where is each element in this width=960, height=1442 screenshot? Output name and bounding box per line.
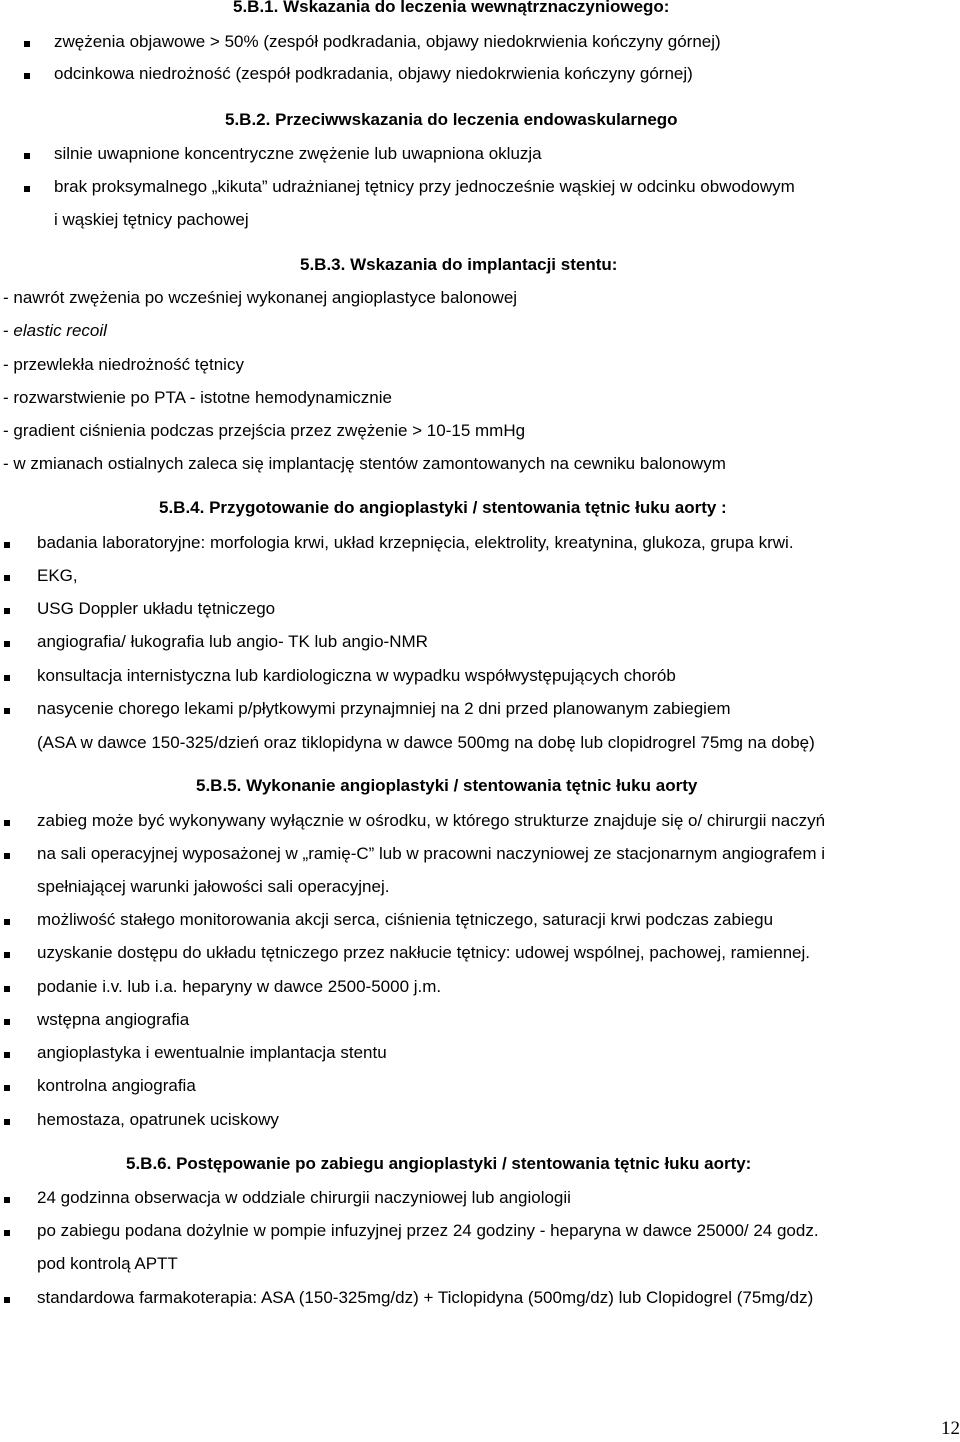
bullet-square-icon	[4, 1052, 10, 1058]
bullet-square-icon	[4, 1197, 10, 1203]
dash-prefix: -	[3, 321, 14, 340]
bullet-square-icon	[4, 1297, 10, 1303]
list-item: konsultacja internistyczna lub kardiologiczna w wypadku współwystępujących chorób	[37, 666, 676, 685]
list-item: możliwość stałego monitorowania akcji serca, ciśnienia tętniczego, saturacji krwi podczas zabiegu	[37, 910, 774, 929]
list-item: angiografia/ łukografia lub angio- TK lub angio-NMR	[37, 632, 428, 651]
list-item: - przewlekła niedrożność tętnicy	[3, 355, 244, 374]
page-number: 12	[941, 1418, 960, 1439]
list-item: na sali operacyjnej wyposażonej w „ramię-C” lub w pracowni naczyniowej ze stacjonarnym angiografem i	[37, 844, 826, 863]
list-item: nasycenie chorego lekami p/płytkowymi przynajmniej na 2 dni przed planowanym zabiegiem	[37, 699, 731, 718]
list-item: zabieg może być wykonywany wyłącznie w ośrodku, w którego strukturze znajduje się o/ chirurgii naczyń	[37, 811, 826, 830]
list-item-continuation: (ASA w dawce 150-325/dzień oraz tiklopidyna w dawce 500mg na dobę lub clopidrogrel 75mg na dobę)	[37, 733, 815, 752]
bullet-square-icon	[4, 542, 10, 548]
list-item: standardowa farmakoterapia: ASA (150-325mg/dz) + Ticlopidyna (500mg/dz) lub Clopidogrel (75mg/dz)	[37, 1288, 814, 1307]
bullet-square-icon	[24, 41, 30, 47]
list-item: odcinkowa niedrożność (zespół podkradania, objawy niedokrwienia kończyny górnej)	[54, 64, 693, 83]
list-item: 24 godzinna obserwacja w oddziale chirurgii naczyniowej lub angiologii	[37, 1188, 571, 1207]
list-item: - w zmianach ostialnych zaleca się implantację stentów zamontowanych na cewniku balonowym	[3, 454, 726, 473]
list-item: badania laboratoryjne: morfologia krwi, układ krzepnięcia, elektrolity, kreatynina, glukoza, grupa krwi.	[37, 533, 794, 552]
list-item: silnie uwapnione koncentryczne zwężenie lub uwapniona okluzja	[54, 144, 542, 163]
bullet-square-icon	[4, 708, 10, 714]
list-item: kontrolna angiografia	[37, 1076, 196, 1095]
section-heading-5b3: 5.B.3. Wskazania do implantacji stentu:	[300, 255, 618, 274]
list-item: hemostaza, opatrunek uciskowy	[37, 1110, 279, 1129]
list-item: - rozwarstwienie po PTA - istotne hemodynamicznie	[3, 388, 392, 407]
bullet-square-icon	[4, 853, 10, 859]
section-heading-5b2: 5.B.2. Przeciwwskazania do leczenia endowaskularnego	[225, 110, 678, 129]
bullet-square-icon	[4, 820, 10, 826]
bullet-square-icon	[24, 73, 30, 79]
bullet-square-icon	[4, 608, 10, 614]
section-heading-5b5: 5.B.5. Wykonanie angioplastyki / stentowania tętnic łuku aorty	[196, 776, 698, 795]
bullet-square-icon	[4, 1119, 10, 1125]
bullet-square-icon	[4, 641, 10, 647]
list-item: EKG,	[37, 566, 78, 585]
italic-term: elastic recoil	[13, 321, 107, 340]
list-item: uzyskanie dostępu do układu tętniczego przez nakłucie tętnicy: udowej wspólnej, pachowej, ramiennej.	[37, 943, 811, 962]
bullet-square-icon	[4, 952, 10, 958]
list-item: zwężenia objawowe > 50% (zespół podkradania, objawy niedokrwienia kończyny górnej)	[54, 32, 721, 51]
bullet-square-icon	[4, 919, 10, 925]
bullet-square-icon	[4, 575, 10, 581]
list-item: angioplastyka i ewentualnie implantacja stentu	[37, 1043, 387, 1062]
list-item: USG Doppler układu tętniczego	[37, 599, 276, 618]
list-item: wstępna angiografia	[37, 1010, 190, 1029]
bullet-square-icon	[24, 186, 30, 192]
bullet-square-icon	[4, 675, 10, 681]
list-item: podanie i.v. lub i.a. heparyny w dawce 2500-5000 j.m.	[37, 977, 442, 996]
list-item-continuation: i wąskiej tętnicy pachowej	[54, 210, 249, 229]
list-item	[3, 321, 107, 341]
bullet-square-icon	[4, 1085, 10, 1091]
list-item: - nawrót zwężenia po wcześniej wykonanej angioplastyce balonowej	[3, 288, 518, 307]
bullet-square-icon	[4, 1230, 10, 1236]
section-heading-5b6: 5.B.6. Postępowanie po zabiegu angioplastyki / stentowania tętnic łuku aorty:	[126, 1154, 752, 1173]
list-item: brak proksymalnego „kikuta” udrażnianej tętnicy przy jednocześnie wąskiej w odcinku obwodowym	[54, 177, 795, 196]
section-heading-5b4: 5.B.4. Przygotowanie do angioplastyki / stentowania tętnic łuku aorty :	[159, 498, 727, 517]
list-item-continuation: spełniającej warunki jałowości sali operacyjnej.	[37, 877, 390, 896]
section-heading-5b1: 5.B.1. Wskazania do leczenia wewnątrznaczyniowego:	[233, 0, 670, 16]
list-item: - gradient ciśnienia podczas przejścia przez zwężenie > 10-15 mmHg	[3, 421, 526, 440]
list-item-continuation: pod kontrolą APTT	[37, 1254, 178, 1273]
bullet-square-icon	[24, 153, 30, 159]
bullet-square-icon	[4, 1019, 10, 1025]
list-item: po zabiegu podana dożylnie w pompie infuzyjnej przez 24 godziny - heparyna w dawce 25000/ 24 godz.	[37, 1221, 819, 1240]
bullet-square-icon	[4, 986, 10, 992]
